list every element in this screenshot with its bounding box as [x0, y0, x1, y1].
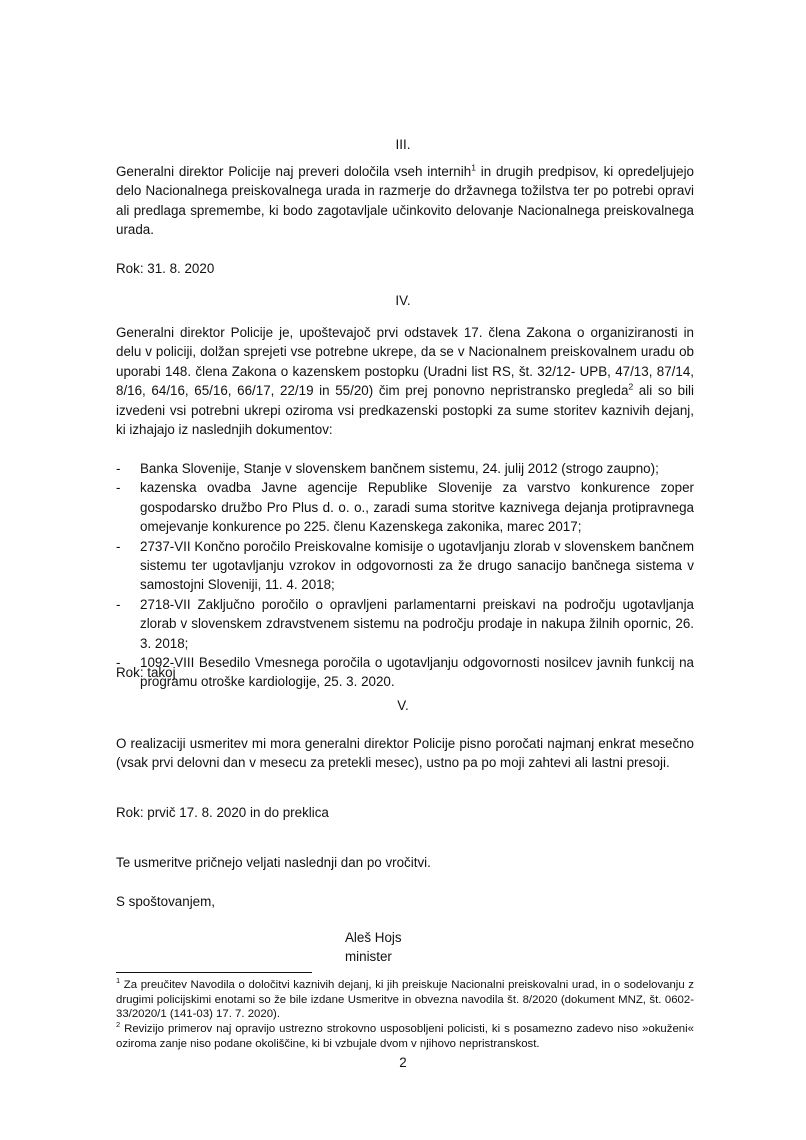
footnote-ref-1: 1 [471, 162, 476, 173]
list-item: - 2718-VII Zaključno poročilo o opravljeni parlamentarni preiskavi na področju ugotavljanja zlorab v slovenskem zdravstvenem sistemu na področju prodaje in nakupa žilnih opornic, 26. 3. 2018; [116, 595, 694, 653]
footnote-1: $^1$ Za preučitev Navodila o določitvi kaznivih dejanj, ki jih preiskuje Nacionalni preiskovalni urad, in o sodelovanju z drugimi policijskimi enotami so že bile izdane Usmeritve in obvezna navodila št. 8/2020 (dokument MNZ, št. 0602-33/2020/1 (141-03) 17. 7. 2020). [116, 976, 694, 1021]
list-item: - 2737-VII Končno poročilo Preiskovalne komisije o ugotavljanju zlorab v slovenskem bančnem sistemu ter ugotavljanju vzrokov in odgovornosti za že drugo sanacijo bančnega sistema v samostojni Sloveniji, 11. 4. 2018; [116, 537, 694, 595]
footnote-2: $^2$ Revizijo primerov naj opravijo ustrezno strokovno usposobljeni policisti, ki s posamezno zadevo niso »okuženi« oziroma zanje niso podane okoliščine, ki bi vzbujale dvom v njihovo nepristranskost. [116, 1020, 694, 1050]
section-v-heading: V. [397, 698, 409, 713]
section-iv-heading: IV. [395, 293, 411, 308]
validity-statement: Te usmeritve pričnejo veljati naslednji dan po vročitvi. [116, 855, 431, 870]
section-v-paragraph: O realizaciji usmeritev mi mora generalni direktor Policije pisno poročati najmanj enkrat mesečno (vsak prvi delovni dan v mesecu za pretekli mesec), ustno pa po moji zahtevi ali lastni presoji. [116, 736, 694, 771]
section-iii-deadline: Rok: 31. 8. 2020 [116, 261, 215, 276]
list-item: - 1092-VIII Besedilo Vmesnega poročila o ugotavljanju odgovornosti nosilcev javnih funkcij na programu otroške kardiologije, 25. 3. 2020. [116, 653, 694, 692]
footnote-ref-2: 2 [628, 381, 634, 392]
section-iv-paragraph: Generalni direktor Policije je, upoštevajoč prvi odstavek 17. člena Zakona o organiziranosti in delu v policiji, dolžan sprejeti vse potrebne ukrepe, da se v Nacionalnem preiskovalnem uradu ob uporabi 148. člena Zakona o kazenskem postopku (Uradni list RS, št. 32/12- UPB, 47/13, 87/14, 8/16, 64/16, 65/16, 66/17, 22/19 in 55/20) čim prej ponovno nepristransko pregleda$^2$ ali so bili izvedeni vsi potrebni ukrepi oziroma vsi predkazenski postopki za sume storitev kaznivih dejanj, ki izhajajo iz naslednjih dokumentov: [116, 325, 695, 438]
section-iii-paragraph: Generalni direktor Policije naj preveri določila vseh internih$^1$ in drugih predpisov, ki opredeljujejo delo Nacionalnega preiskovalnega urada in razmerje do državnega tožilstva ter po potrebi opravi ali predlaga spremembe, ki bodo zagotavljale učinkovito delovanje Nacionalnega preiskovalnega urada. [116, 162, 694, 238]
signer-name: Aleš Hojs [345, 930, 402, 945]
closing-greeting: S spoštovanjem, [116, 894, 215, 909]
section-v-deadline: Rok: prvič 17. 8. 2020 in do preklica [116, 805, 329, 820]
page-number: 2 [399, 1055, 407, 1070]
footnote-separator [116, 972, 312, 973]
list-item: - Banka Slovenije, Stanje v slovenskem bančnem sistemu, 24. julij 2012 (strogo zaupno); [116, 459, 694, 478]
signer-title: minister [345, 949, 392, 964]
footnote-number: 2 [116, 1020, 121, 1030]
section-iv-deadline: Rok: takoj [116, 665, 176, 680]
document-list [116, 459, 694, 692]
list-item: - kazenska ovadba Javne agencije Republike Slovenije za varstvo konkurence zoper gospodarsko družbo Pro Plus d. o. o., zaradi suma storitve kaznivega dejanja protipravnega omejevanje konkurence po 225. členu Kazenskega zakonika, marec 2017; [116, 478, 694, 536]
footnote-number: 1 [116, 976, 121, 986]
section-iii-heading: III. [395, 137, 411, 152]
